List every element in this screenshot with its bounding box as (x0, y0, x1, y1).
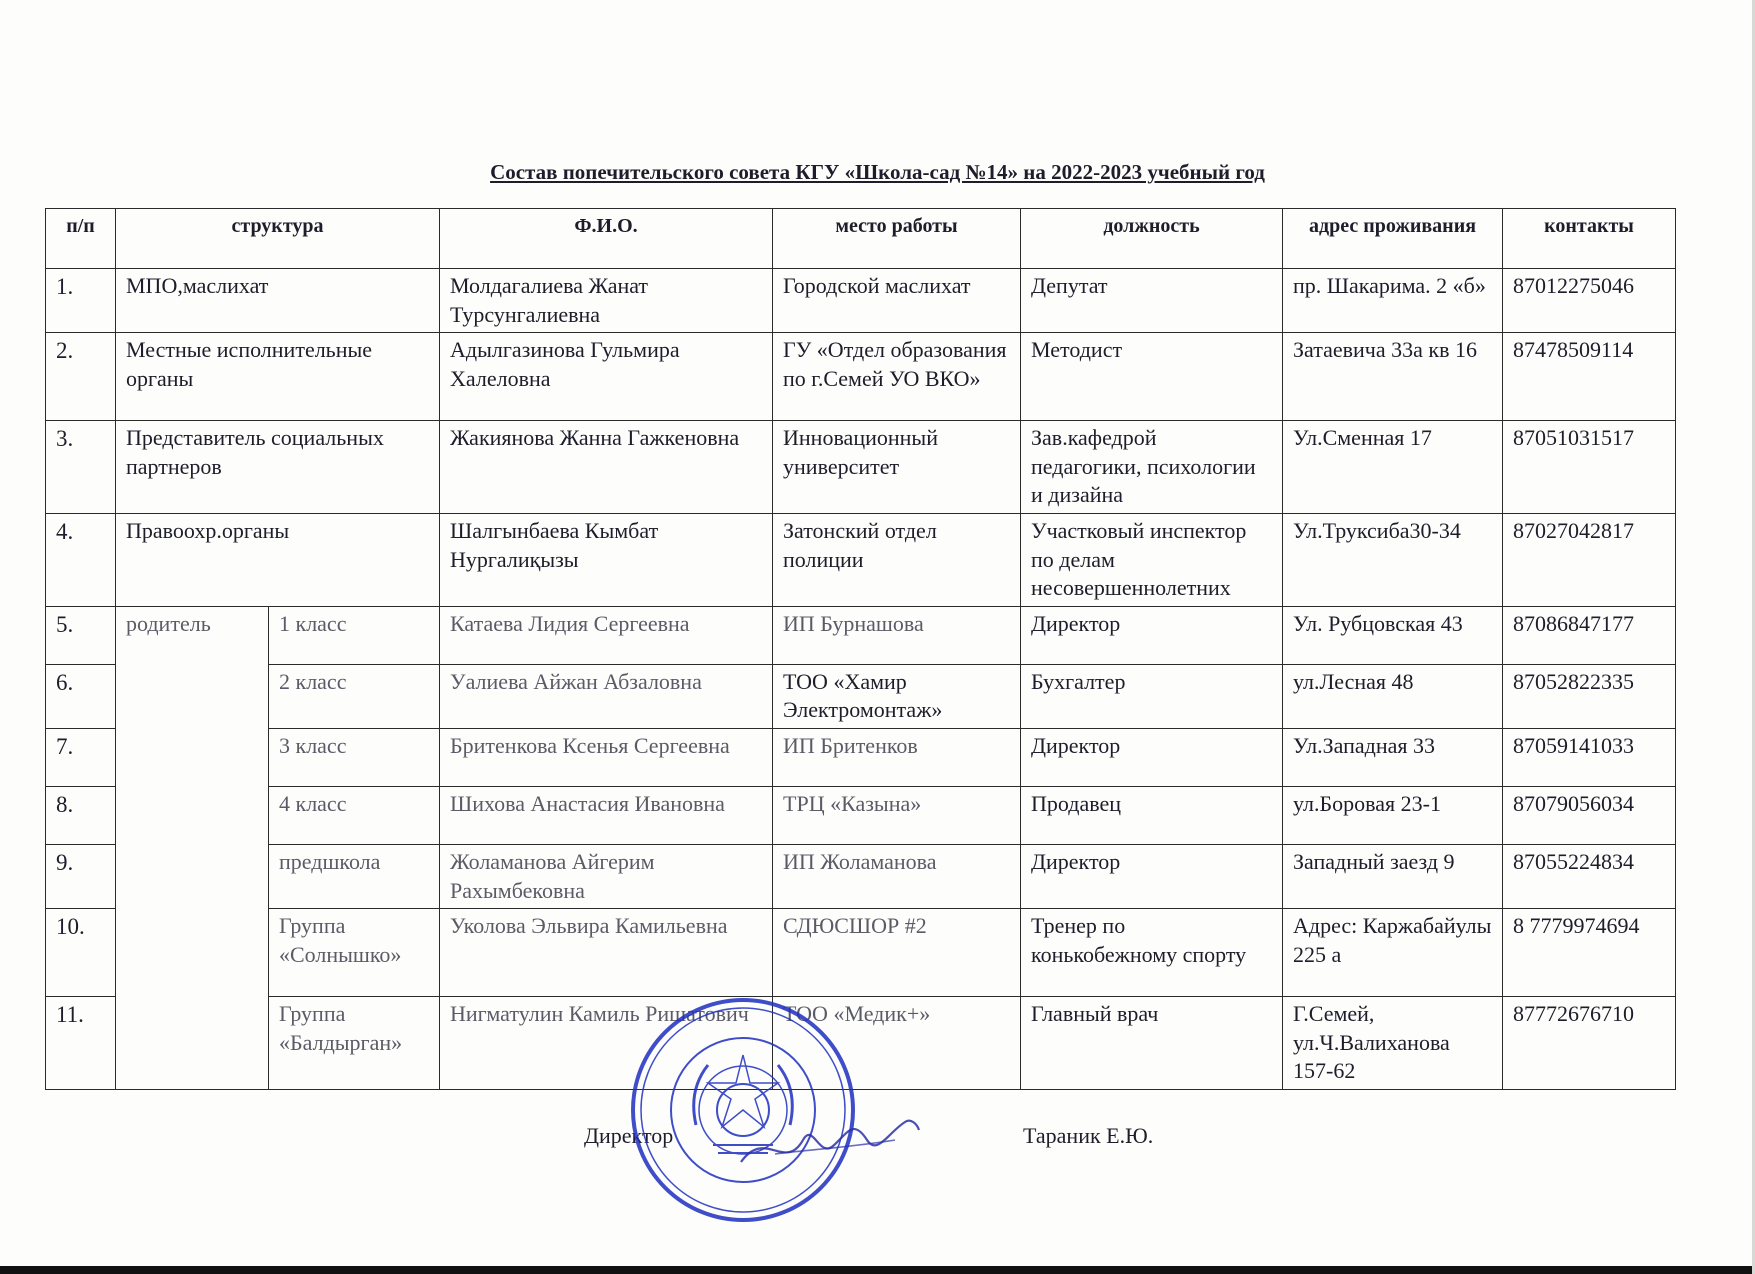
row-fio: Бритенкова Ксенья Сергеевна (440, 728, 773, 786)
row-workplace: ТОО «Медик+» (773, 997, 1021, 1090)
row-position: Продавец (1021, 786, 1283, 844)
header-address: адрес проживания (1283, 209, 1503, 269)
row-group: 3 класс (269, 728, 440, 786)
row-group: 1 класс (269, 606, 440, 664)
table-header-row (46, 209, 1676, 269)
row-address: Ул.Труксиба30-34 (1283, 513, 1503, 606)
row-num: 8. (46, 786, 116, 844)
row-fio: Катаева Лидия Сергеевна (440, 606, 773, 664)
row-position: Бухгалтер (1021, 664, 1283, 728)
row-num: 10. (46, 909, 116, 997)
header-structure: структура (116, 209, 440, 269)
row-address: Ул.Сменная 17 (1283, 421, 1503, 514)
row-num: 11. (46, 997, 116, 1090)
table-row (46, 333, 1676, 421)
row-contacts: 87478509114 (1503, 333, 1676, 421)
row-address: Г.Семей, ул.Ч.Валиханова 157-62 (1283, 997, 1503, 1090)
row-workplace: ИП Бритенков (773, 728, 1021, 786)
council-table (45, 208, 1676, 1090)
row-address: Адрес: Каржабайулы 225 а (1283, 909, 1503, 997)
row-structure: Местные исполнительные органы (116, 333, 440, 421)
row-position: Директор (1021, 606, 1283, 664)
row-num: 4. (46, 513, 116, 606)
row-contacts: 87012275046 (1503, 269, 1676, 333)
row-contacts: 87086847177 (1503, 606, 1676, 664)
row-fio: Уколова Эльвира Камильевна (440, 909, 773, 997)
table-row (46, 844, 1676, 908)
row-workplace: Городской маслихат (773, 269, 1021, 333)
row-group: предшкола (269, 844, 440, 908)
row-num: 7. (46, 728, 116, 786)
row-position: Главный врач (1021, 997, 1283, 1090)
row-group: 2 класс (269, 664, 440, 728)
table-row (46, 786, 1676, 844)
row-address: Западный заезд 9 (1283, 844, 1503, 908)
row-position: Зав.кафедрой педагогики, психологии и дизайна (1021, 421, 1283, 514)
row-workplace: ТРЦ «Казына» (773, 786, 1021, 844)
director-label: Директор (584, 1123, 674, 1148)
document-title: Состав попечительского совета КГУ «Школа-сад №14» на 2022-2023 учебный год (490, 160, 1265, 184)
table-row (46, 269, 1676, 333)
header-workplace: место работы (773, 209, 1021, 269)
header-fio: Ф.И.О. (440, 209, 773, 269)
row-structure: Представитель социальных партнеров (116, 421, 440, 514)
header-num: п/п (46, 209, 116, 269)
row-address: ул.Боровая 23-1 (1283, 786, 1503, 844)
row-num: 3. (46, 421, 116, 514)
row-position: Директор (1021, 728, 1283, 786)
row-num: 6. (46, 664, 116, 728)
row-position: Депутат (1021, 269, 1283, 333)
row-fio: Уалиева Айжан Абзаловна (440, 664, 773, 728)
row-structure: МПО,маслихат (116, 269, 440, 333)
row-contacts: 87052822335 (1503, 664, 1676, 728)
row-group: Группа «Балдырган» (269, 997, 440, 1090)
row-num: 1. (46, 269, 116, 333)
row-num: 9. (46, 844, 116, 908)
row-workplace: ТОО «Хамир Электромонтаж» (773, 664, 1021, 728)
row-num: 5. (46, 606, 116, 664)
row-workplace: ИП Бурнашова (773, 606, 1021, 664)
row-position: Тренер по конькобежному спорту (1021, 909, 1283, 997)
scan-bottom-edge (0, 1266, 1755, 1274)
row-fio: Нигматулин Камиль Ришатович (440, 997, 773, 1090)
row-contacts: 87055224834 (1503, 844, 1676, 908)
row-fio: Жоламанова Айгерим Рахымбековна (440, 844, 773, 908)
table-row (46, 421, 1676, 514)
director-name: Тараник Е.Ю. (1023, 1123, 1154, 1148)
header-contacts: контакты (1503, 209, 1676, 269)
row-contacts: 87059141033 (1503, 728, 1676, 786)
row-group: Группа «Солнышко» (269, 909, 440, 997)
row-structure: Правоохр.органы (116, 513, 440, 606)
row-contacts: 87027042817 (1503, 513, 1676, 606)
row-workplace: Инновационный университет (773, 421, 1021, 514)
row-workplace: СДЮСШОР #2 (773, 909, 1021, 997)
row-group: 4 класс (269, 786, 440, 844)
row-position: Методист (1021, 333, 1283, 421)
row-address: Ул.Западная 33 (1283, 728, 1503, 786)
row-fio: Жакиянова Жанна Гажкеновна (440, 421, 773, 514)
row-address: ул.Лесная 48 (1283, 664, 1503, 728)
row-fio: Шихова Анастасия Ивановна (440, 786, 773, 844)
row-workplace: Затонский отдел полиции (773, 513, 1021, 606)
parent-group-label: родитель (116, 606, 269, 1089)
row-address: Затаевича 33а кв 16 (1283, 333, 1503, 421)
row-contacts: 8 7779974694 (1503, 909, 1676, 997)
table-row (46, 997, 1676, 1090)
row-address: Ул. Рубцовская 43 (1283, 606, 1503, 664)
row-num: 2. (46, 333, 116, 421)
row-fio: Шалгынбаева Кымбат Нургалиқызы (440, 513, 773, 606)
row-contacts: 87772676710 (1503, 997, 1676, 1090)
row-contacts: 87079056034 (1503, 786, 1676, 844)
row-fio: Адылгазинова Гульмира Халеловна (440, 333, 773, 421)
table-row (46, 664, 1676, 728)
table-row (46, 513, 1676, 606)
row-position: Участковый инспектор по делам несовершеннолетних (1021, 513, 1283, 606)
row-contacts: 87051031517 (1503, 421, 1676, 514)
director-signature (735, 1110, 925, 1180)
table-row (46, 728, 1676, 786)
row-fio: Молдагалиева Жанат Турсунгалиевна (440, 269, 773, 333)
row-address: пр. Шакарима. 2 «б» (1283, 269, 1503, 333)
row-position: Директор (1021, 844, 1283, 908)
row-workplace: ИП Жоламанова (773, 844, 1021, 908)
row-workplace: ГУ «Отдел образования по г.Семей УО ВКО» (773, 333, 1021, 421)
table-row (46, 909, 1676, 997)
table-row (46, 606, 1676, 664)
header-position: должность (1021, 209, 1283, 269)
